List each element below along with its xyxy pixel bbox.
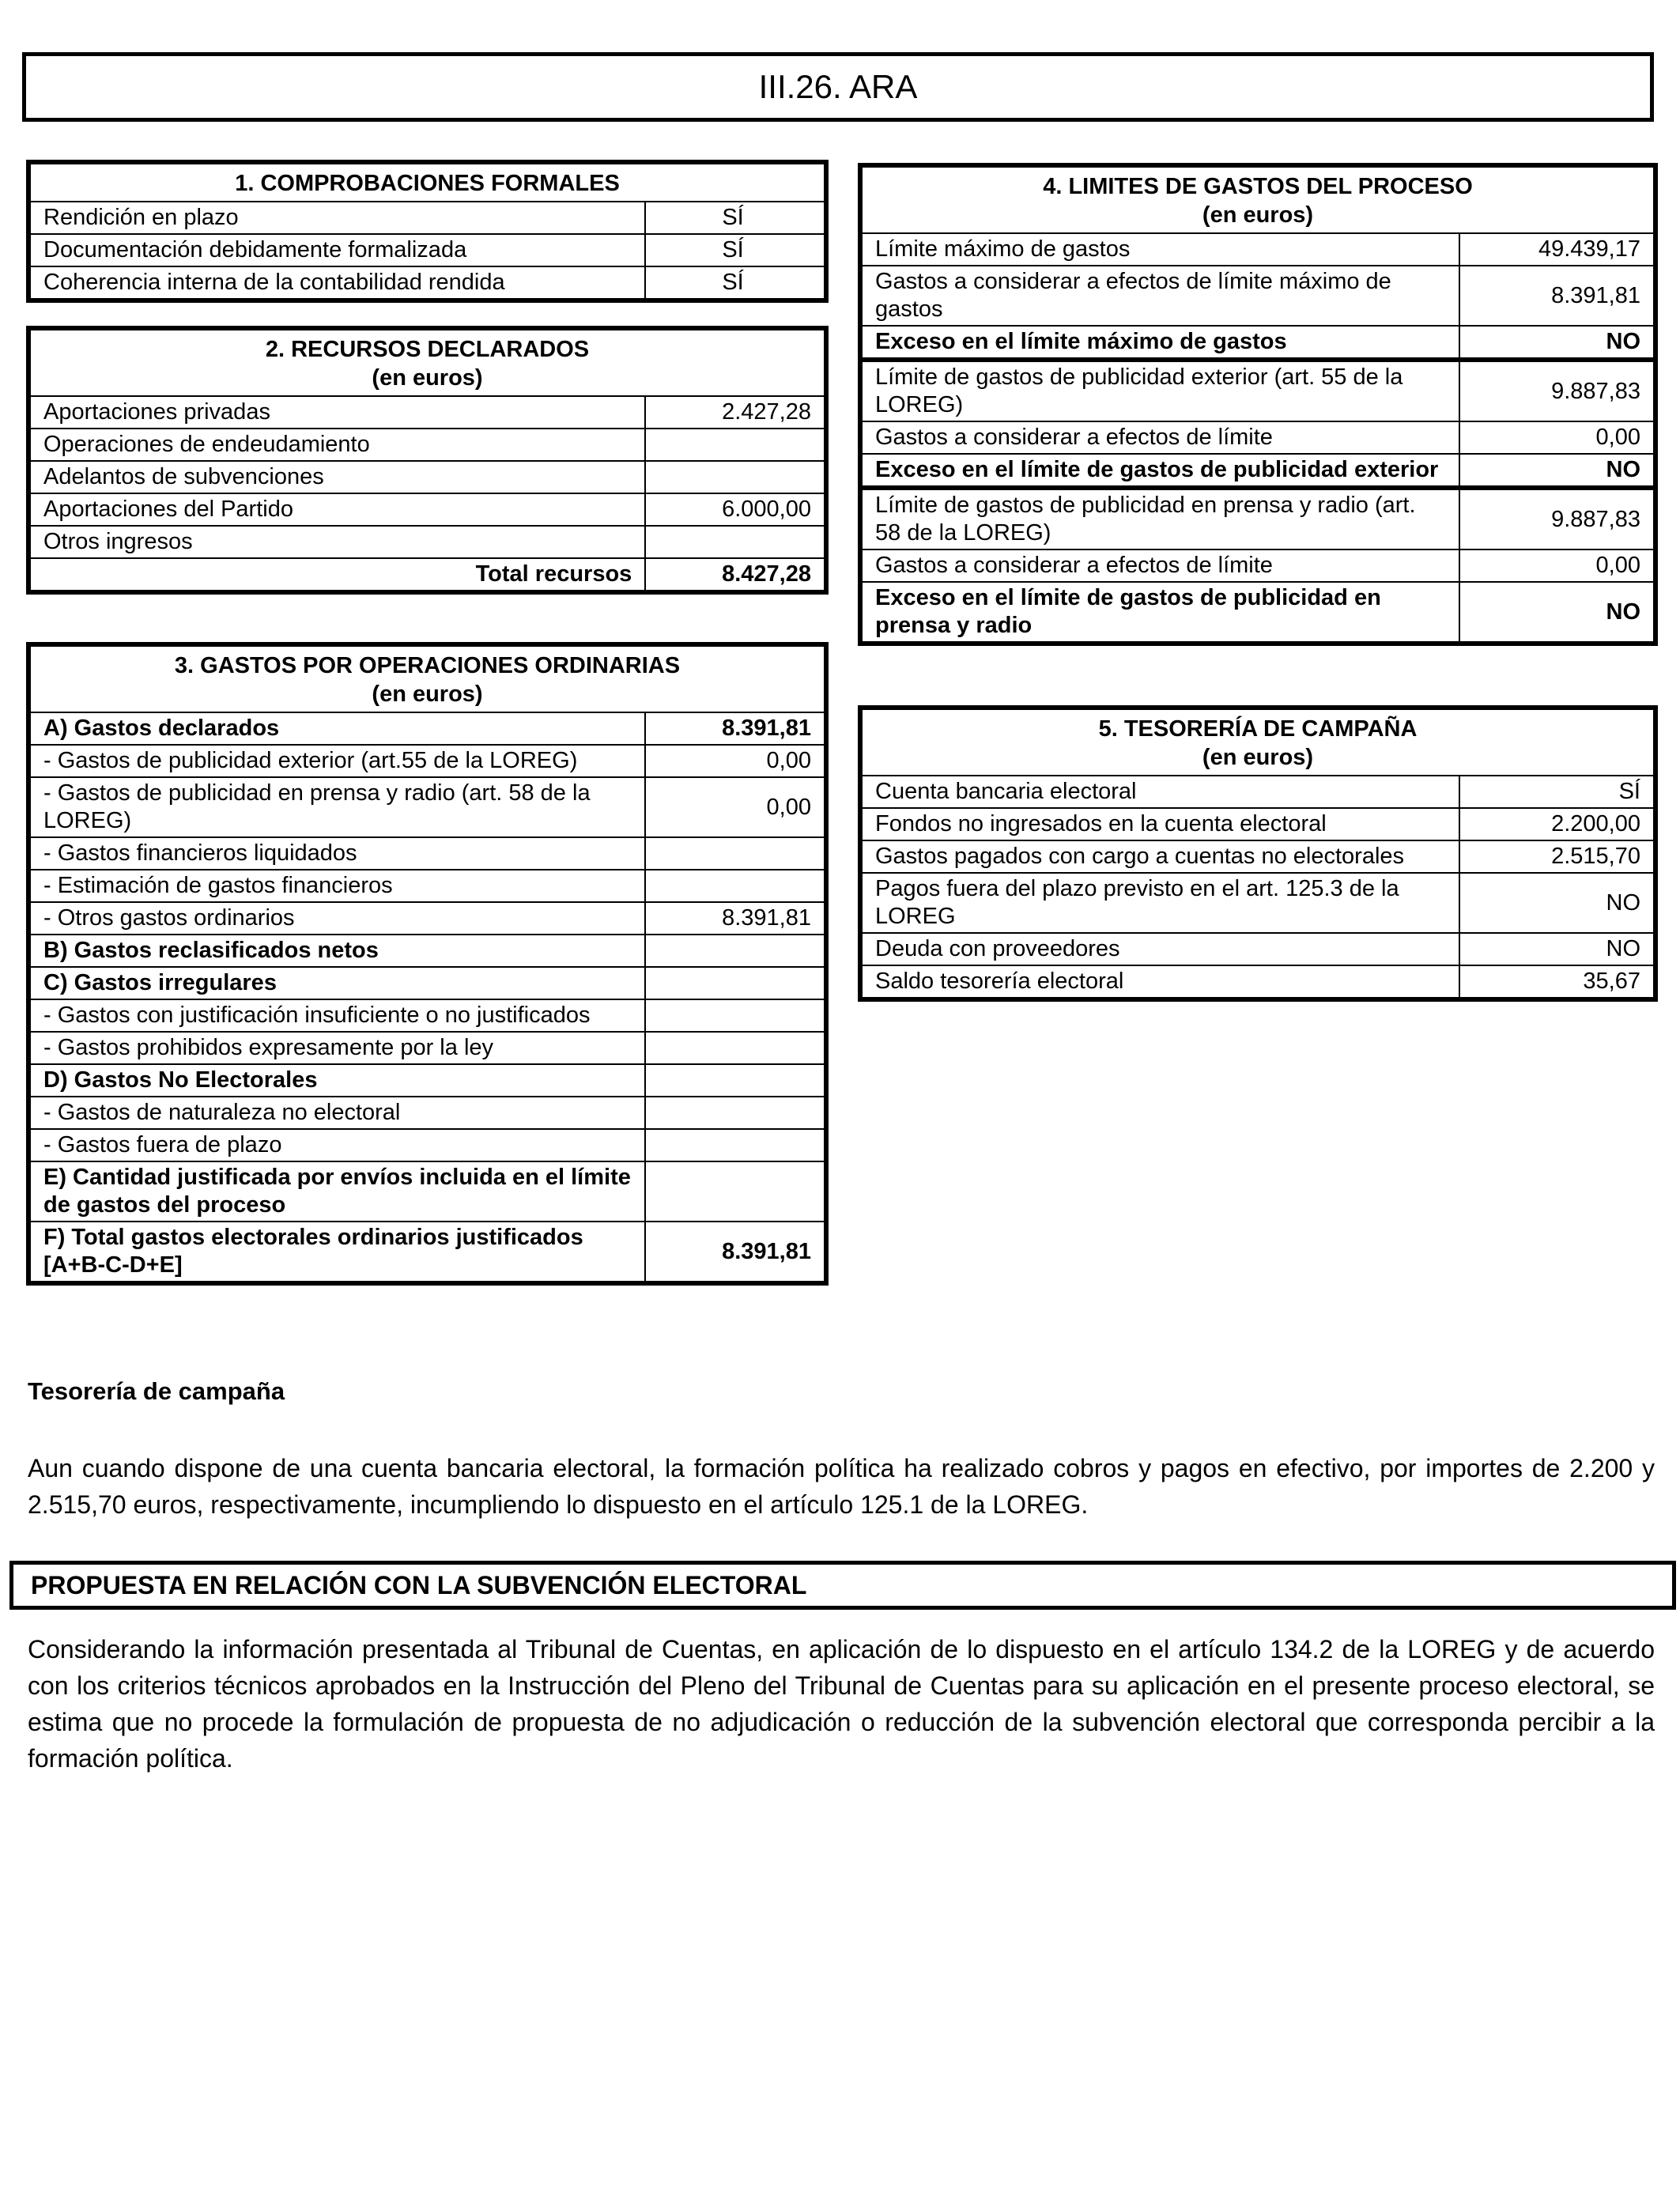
row-value: 8.391,81 — [645, 902, 824, 935]
row-label: Otros ingresos — [31, 526, 645, 558]
row-label: Adelantos de subvenciones — [31, 461, 645, 493]
table-row — [31, 429, 824, 461]
table-row — [31, 234, 824, 266]
row-value: SÍ — [645, 234, 824, 266]
row-label: C) Gastos irregulares — [31, 967, 645, 999]
table-row — [863, 454, 1653, 488]
gastos-header — [31, 647, 824, 712]
row-label: Límite de gastos de publicidad exterior (art. 55 de la LOREG) — [863, 360, 1459, 421]
row-label: Límite máximo de gastos — [863, 233, 1459, 266]
row-value — [645, 461, 824, 493]
table-row — [31, 902, 824, 935]
row-value — [645, 870, 824, 902]
table-row — [31, 1097, 824, 1129]
row-label: B) Gastos reclasificados netos — [31, 935, 645, 967]
row-label: D) Gastos No Electorales — [31, 1064, 645, 1097]
gastos-ordinarios-table — [26, 642, 829, 1286]
row-label: A) Gastos declarados — [31, 712, 645, 745]
limites-header — [863, 168, 1653, 233]
row-value — [645, 526, 824, 558]
row-label: - Gastos de publicidad en prensa y radio (art. 58 de la LOREG) — [31, 777, 645, 837]
row-value — [645, 1161, 824, 1222]
table-row — [863, 326, 1653, 360]
tesoreria-title: 5. TESORERÍA DE CAMPAÑA — [1098, 716, 1418, 742]
row-value — [645, 967, 824, 999]
row-label: - Gastos con justificación insuficiente o no justificados — [31, 999, 645, 1032]
total-row — [31, 558, 824, 590]
propuesta-paragraph: Considerando la información presentada al Tribunal de Cuentas, en aplicación de lo dispuesto en el artículo 134.2 de la LOREG y de acuerdo con los criterios técnicos aprobados en la Instrucción del Pleno del Tribunal de Cuentas para su aplicación en el presente proceso electoral, se estima que no procede la formulación de propuesta de no adjudicación o reducción de la subvención electoral que corresponda percibir a la formación política. — [28, 1635, 1655, 1773]
row-value: 2.200,00 — [1459, 808, 1653, 840]
table-row — [863, 266, 1653, 326]
row-value: 8.391,81 — [645, 712, 824, 745]
table-row — [863, 488, 1653, 549]
recursos-header — [31, 330, 824, 396]
table-row — [31, 1064, 824, 1097]
row-label: - Gastos de naturaleza no electoral — [31, 1097, 645, 1129]
row-label: Coherencia interna de la contabilidad rendida — [31, 266, 645, 298]
tesoreria-section-title: Tesorería de campaña — [28, 1377, 285, 1405]
row-label: Fondos no ingresados en la cuenta electoral — [863, 808, 1459, 840]
table-row — [31, 935, 824, 967]
table-row — [863, 360, 1653, 421]
row-label: Gastos a considerar a efectos de límite — [863, 549, 1459, 582]
row-value: 9.887,83 — [1459, 360, 1653, 421]
row-label: Exceso en el límite de gastos de publicidad en prensa y radio — [863, 582, 1459, 641]
row-label: Rendición en plazo — [31, 202, 645, 234]
tesoreria-header — [863, 710, 1653, 776]
row-value: 0,00 — [645, 745, 824, 777]
row-value: 0,00 — [1459, 421, 1653, 454]
table-row — [31, 1129, 824, 1161]
row-value: 9.887,83 — [1459, 488, 1653, 549]
table-row — [863, 421, 1653, 454]
row-value: 49.439,17 — [1459, 233, 1653, 266]
tesoreria-paragraph: Aun cuando dispone de una cuenta bancaria electoral, la formación política ha realizado cobros y pagos en efectivo, por importes de 2.200 y 2.515,70 euros, respectivamente, incumpliendo lo dispuesto en el artículo 125.1 de la LOREG. — [28, 1454, 1655, 1519]
table-row — [31, 837, 824, 870]
table-row — [31, 870, 824, 902]
table-row — [31, 202, 824, 234]
row-value — [645, 1129, 824, 1161]
comprobaciones-formales-table — [26, 160, 829, 303]
table-row — [863, 933, 1653, 965]
row-label: Gastos a considerar a efectos de límite máximo de gastos — [863, 266, 1459, 326]
row-label: Cuenta bancaria electoral — [863, 776, 1459, 808]
row-label: Aportaciones del Partido — [31, 493, 645, 526]
table-row — [31, 461, 824, 493]
row-value: 2.515,70 — [1459, 840, 1653, 873]
table-row — [31, 1032, 824, 1064]
table-row — [31, 526, 824, 558]
row-label: Deuda con proveedores — [863, 933, 1459, 965]
table-row — [31, 777, 824, 837]
gastos-title: 3. GASTOS POR OPERACIONES ORDINARIAS — [174, 653, 681, 678]
row-label: Operaciones de endeudamiento — [31, 429, 645, 461]
row-label: - Estimación de gastos financieros — [31, 870, 645, 902]
comprobaciones-header: 1. COMPROBACIONES FORMALES — [31, 164, 824, 202]
tesoreria-campana-table — [858, 705, 1658, 1002]
gastos-subtitle: (en euros) — [372, 682, 483, 707]
limites-gastos-table — [858, 163, 1658, 646]
table-row — [31, 1161, 824, 1222]
row-label: Aportaciones privadas — [31, 396, 645, 429]
table-row — [31, 493, 824, 526]
table-row — [863, 776, 1653, 808]
table-row — [31, 712, 824, 745]
row-label: Pagos fuera del plazo previsto en el art. 125.3 de la LOREG — [863, 873, 1459, 933]
row-label: Documentación debidamente formalizada — [31, 234, 645, 266]
row-label: Límite de gastos de publicidad en prensa y radio (art. 58 de la LOREG) — [863, 488, 1459, 549]
table-row — [863, 233, 1653, 266]
table-row — [31, 1222, 824, 1281]
row-value: NO — [1459, 326, 1653, 360]
tesoreria-subtitle: (en euros) — [1202, 745, 1314, 770]
row-label: - Otros gastos ordinarios — [31, 902, 645, 935]
row-label: - Gastos fuera de plazo — [31, 1129, 645, 1161]
row-value: 35,67 — [1459, 965, 1653, 997]
propuesta-title: PROPUESTA EN RELACIÓN CON LA SUBVENCIÓN ELECTORAL — [9, 1561, 1676, 1610]
recursos-subtitle: (en euros) — [372, 365, 483, 391]
row-label: Gastos a considerar a efectos de límite — [863, 421, 1459, 454]
row-value: NO — [1459, 582, 1653, 641]
row-label: E) Cantidad justificada por envíos incluida en el límite de gastos del proceso — [31, 1161, 645, 1222]
row-label: Exceso en el límite de gastos de publicidad exterior — [863, 454, 1459, 488]
total-label: Total recursos — [31, 558, 645, 590]
table-row — [31, 745, 824, 777]
table-row — [863, 808, 1653, 840]
limites-subtitle: (en euros) — [1202, 202, 1314, 228]
row-value — [645, 837, 824, 870]
row-value: SÍ — [645, 202, 824, 234]
row-value: NO — [1459, 933, 1653, 965]
row-value: 6.000,00 — [645, 493, 824, 526]
row-value — [645, 429, 824, 461]
row-label: Saldo tesorería electoral — [863, 965, 1459, 997]
row-label: - Gastos prohibidos expresamente por la ley — [31, 1032, 645, 1064]
row-value — [645, 999, 824, 1032]
table-row — [863, 840, 1653, 873]
recursos-declarados-table — [26, 326, 829, 595]
row-value: 8.391,81 — [1459, 266, 1653, 326]
table-row — [863, 873, 1653, 933]
row-label: F) Total gastos electorales ordinarios justificados [A+B-C-D+E] — [31, 1222, 645, 1281]
row-value: 8.391,81 — [645, 1222, 824, 1281]
row-value: 2.427,28 — [645, 396, 824, 429]
row-value — [645, 1097, 824, 1129]
table-row — [31, 266, 824, 298]
total-value: 8.427,28 — [645, 558, 824, 590]
row-value — [645, 935, 824, 967]
row-value: NO — [1459, 873, 1653, 933]
row-label: Gastos pagados con cargo a cuentas no electorales — [863, 840, 1459, 873]
table-row — [31, 396, 824, 429]
table-row — [31, 967, 824, 999]
table-row — [863, 965, 1653, 997]
row-value: SÍ — [645, 266, 824, 298]
page-title: III.26. ARA — [22, 52, 1654, 122]
row-value: NO — [1459, 454, 1653, 488]
table-row — [31, 999, 824, 1032]
limites-title: 4. LIMITES DE GASTOS DEL PROCESO — [1043, 174, 1473, 199]
row-label: - Gastos financieros liquidados — [31, 837, 645, 870]
row-value: 0,00 — [1459, 549, 1653, 582]
table-row — [863, 549, 1653, 582]
table-row — [863, 582, 1653, 641]
row-value: SÍ — [1459, 776, 1653, 808]
row-label: - Gastos de publicidad exterior (art.55 de la LOREG) — [31, 745, 645, 777]
row-value — [645, 1064, 824, 1097]
row-value — [645, 1032, 824, 1064]
row-value: 0,00 — [645, 777, 824, 837]
recursos-title: 2. RECURSOS DECLARADOS — [265, 337, 590, 362]
row-label: Exceso en el límite máximo de gastos — [863, 326, 1459, 360]
